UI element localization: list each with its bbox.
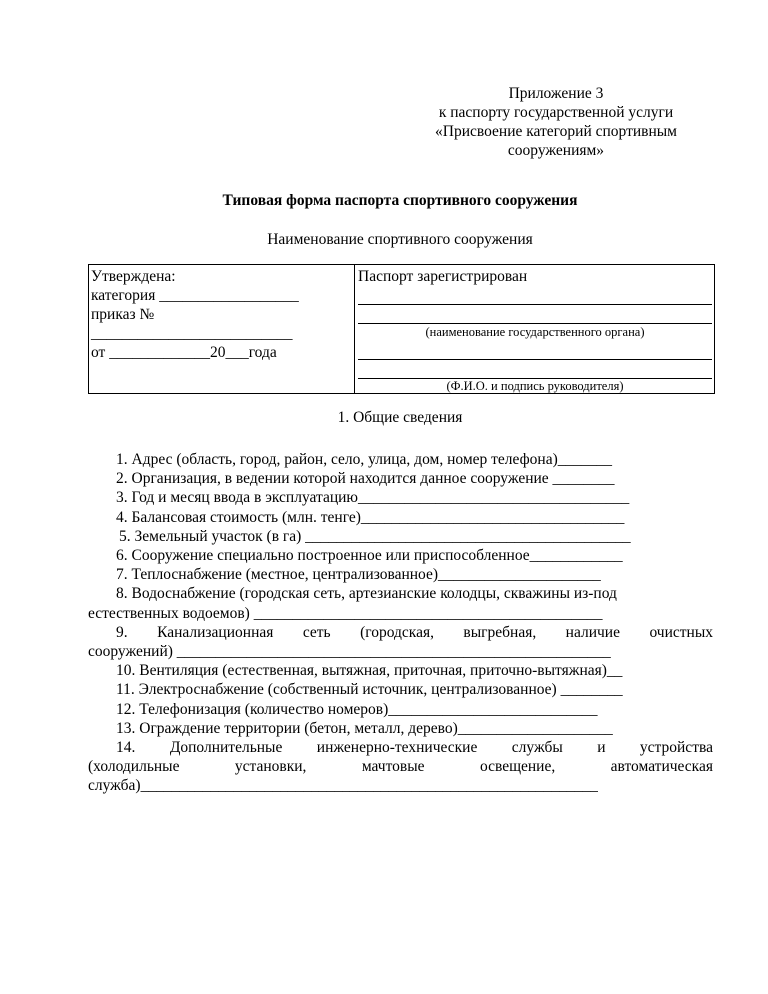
blank-line: __________________________: [91, 325, 293, 342]
word: сеть: [302, 623, 331, 641]
word: инженерно-технические: [316, 739, 478, 757]
registered-label: Паспорт зарегистрирован: [358, 268, 528, 285]
word: 9.: [116, 623, 128, 641]
appendix-header: [408, 84, 704, 160]
form-title: Типовая форма паспорта спортивного сооружения: [222, 192, 578, 209]
word: установки,: [234, 758, 307, 776]
list-item-justified: [88, 738, 713, 757]
list-item-justified: [88, 623, 713, 642]
word: Канализационная: [157, 623, 274, 641]
word: очистных: [649, 623, 713, 641]
list-item: 12. Телефонизация (количество номеров)___________________________: [116, 700, 598, 718]
list-item: 10. Вентиляция (естественная, вытяжная, приточная, приточно-вытяжная)__: [116, 662, 623, 680]
approved-label: Утверждена:: [91, 268, 176, 285]
approval-cell: [91, 267, 351, 362]
word: автоматическая: [610, 758, 713, 776]
word: наличие: [565, 623, 620, 641]
word: и: [597, 739, 606, 757]
list-item-continuation: сооружений) ________________________________________________________: [88, 643, 611, 661]
list-item: 11. Электроснабжение (собственный источник, централизованное) ________: [116, 681, 623, 699]
word: (холодильные: [88, 758, 180, 776]
list-item: 5. Земельный участок (в га) __________________________________________: [119, 527, 631, 545]
list-item: 13. Ограждение территории (бетон, металл, дерево)____________________: [116, 719, 613, 737]
authority-note: (наименование государственного органа): [425, 325, 645, 339]
date-line: от _____________20___года: [91, 344, 277, 361]
word: (городская,: [360, 623, 434, 641]
list-item-justified: [88, 757, 713, 776]
list-item: 4. Балансовая стоимость (млн. тенге)__________________________________: [116, 508, 625, 526]
word: 14.: [116, 739, 136, 757]
word: освещение,: [479, 758, 556, 776]
list-item-continuation: служба)___________________________________________________________: [88, 777, 598, 795]
facility-name-label: Наименование спортивного сооружения: [267, 231, 533, 248]
word: выгребная,: [463, 623, 537, 641]
word: устройства: [639, 739, 713, 757]
authority-blank-line-1: [358, 304, 712, 305]
list-item: 1. Адрес (область, город, район, село, улица, дом, номер телефона)_______: [116, 451, 612, 468]
section-title: 1. Общие сведения: [337, 409, 463, 426]
word: мачтовые: [361, 758, 425, 776]
list-item: 8. Водоснабжение (городская сеть, артезианские колодцы, скважины из-под: [116, 585, 617, 603]
word: службы: [511, 739, 563, 757]
appendix-service-name-end: сооружениям»: [507, 142, 605, 159]
head-blank-line-1: [358, 359, 712, 360]
general-info-list: [88, 450, 713, 796]
list-item: 2. Организация, в ведении которой находится данное сооружение ________: [116, 470, 615, 488]
stamp-divider: [354, 265, 355, 393]
order-line: приказ №: [91, 306, 155, 323]
list-item: 3. Год и месяц ввода в эксплуатацию___________________________________: [116, 489, 630, 507]
list-item-continuation: естественных водоемов) _____________________________________________: [88, 604, 603, 622]
list-item: 6. Сооружение специально построенное или приспособленное____________: [116, 547, 623, 565]
head-note: (Ф.И.О. и подпись руководителя): [446, 379, 624, 393]
authority-blank-line-2: [358, 323, 712, 324]
word: Дополнительные: [169, 739, 283, 757]
appendix-number: Приложение 3: [508, 85, 604, 102]
approval-stamp-table: [88, 264, 715, 394]
appendix-reference: к паспорту государственной услуги: [438, 104, 674, 121]
appendix-service-name: «Присвоение категорий спортивным: [435, 123, 677, 140]
category-line: категория __________________: [91, 287, 299, 304]
list-item: 7. Теплоснабжение (местное, централизованное)_____________________: [116, 566, 601, 584]
registration-cell: [358, 267, 712, 393]
